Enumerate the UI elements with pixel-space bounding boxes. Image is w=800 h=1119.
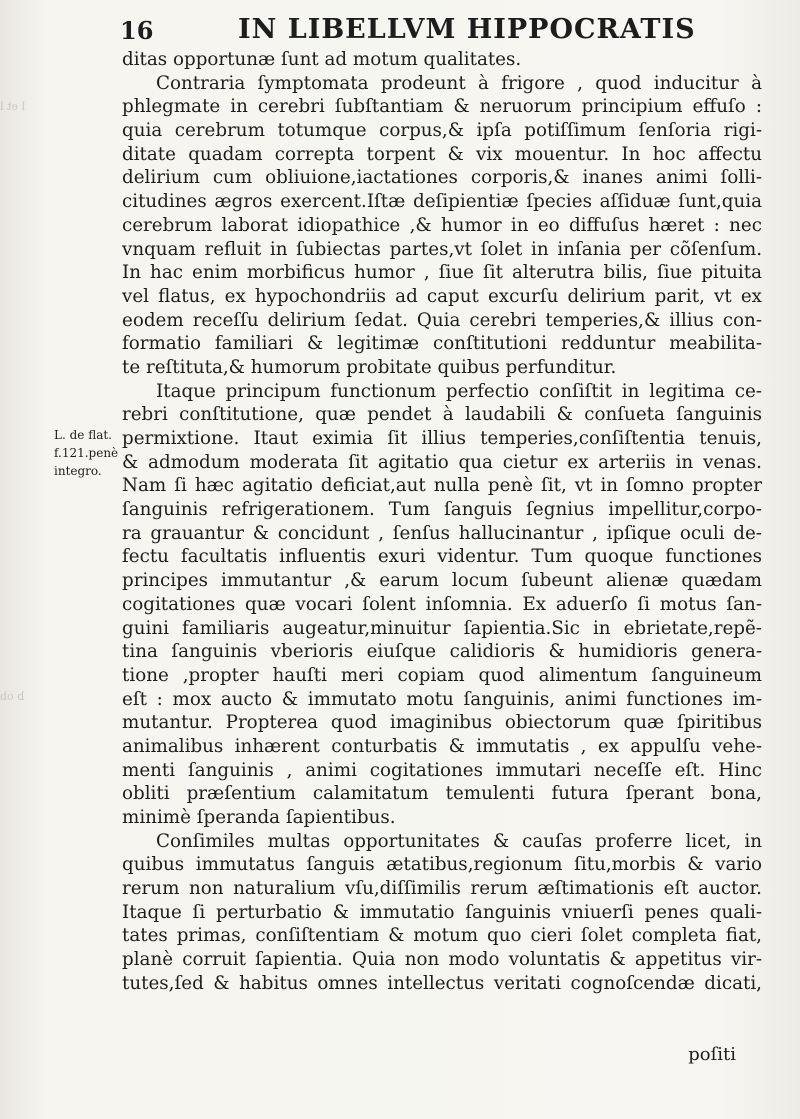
text-line: obliti præſentium calamitatum temulenti futura ſperant bona, [122, 783, 762, 805]
text-line: Nam ſi hæc agitatio deficiat,aut nulla penè ſit, vt in ſomno propter [122, 475, 762, 497]
text-line: tione ,propter hauſti meri copiam quod alimentum ſanguineum [122, 664, 762, 686]
text-line: ditas opportunæ ſunt ad motum qualitates. [122, 49, 522, 70]
text-line: ditate quadam correpta torpent & vix mouentur. In hoc affectu [122, 143, 762, 165]
text-line: Itaque ſi perturbatio & immutatio ſanguinis vniuerſi penes quali- [122, 901, 762, 923]
text-line: Contraria ſymptomata prodeunt à frigore , quod inducitur à [156, 72, 762, 94]
text-line: tates primas, conſiſtentiam & motum quo cieri ſolet completa fiat, [122, 925, 762, 947]
text-line: mutantur. Propterea quod imaginibus obiectorum quæ ſpiritibus [122, 712, 762, 734]
text-line: delirium cum obliuione,iactationes corporis,& inanes animi ſolli- [122, 167, 762, 189]
text-line: phlegmate in cerebri ſubſtantiam & neruorum principium effuſo : [122, 96, 762, 118]
text-line: rebri conſtitutione, quæ pendet à laudabili & conſueta ſanguinis [122, 404, 762, 426]
text-line: In hac enim morbificus humor , ſiue ſit alterutra bilis, ſiue pituita [122, 262, 762, 284]
marginal-citation [54, 426, 124, 480]
text-line: eodem receſſu delirium ſedat. Quia cerebri temperies,& illius con- [122, 309, 762, 331]
marginal-citation-line: integro. [54, 464, 102, 478]
text-line: tutes,ſed & habitus omnes intellectus veritati cognoſcendæ dicati, [122, 972, 762, 994]
text-line: vel flatus, ex hypochondriis ad caput excurſu delirium parit, vt ex [122, 285, 762, 307]
marginal-citation-line: L. de flat. [54, 428, 112, 442]
catchword: poſiti [688, 1044, 736, 1065]
text-line: minimè ſperanda ſapientibus. [122, 807, 396, 828]
text-line: tina ſanguinis vberioris eiuſque calidioris & humidioris genera- [122, 641, 762, 663]
text-line: vnquam refluit in ſubiectas partes,vt ſolet in inſania per cõſenſum. [122, 238, 762, 260]
text-line: permixtione. Itaut eximia ſit illius temperies,conſiſtentia tenuis, [122, 428, 762, 449]
marginal-citation-line: f.121.penè [54, 446, 119, 460]
text-line: menti ſanguinis , animi cogitationes immutari neceſſe eſt. Hinc [122, 759, 762, 781]
text-line: cogitationes quæ vocari ſolent inſomnia. Ex aduerſo ſi motus ſan- [122, 593, 762, 615]
text-line: te reſtituta,& humorum probitate quibus perfunditur. [122, 356, 617, 378]
show-through-text: b ob [0, 690, 25, 703]
text-line: principes immutantur ,& earum locum ſubeunt alienæ quædam [122, 570, 762, 592]
text-line: citudines ægros exercent.Iſtæ deſipientiæ ſpecies aſſiduæ ſunt,quia [122, 191, 762, 213]
text-line: cerebrum laborat idiopathice ,& humor in eo diffuſus hæret : nec [122, 214, 762, 236]
text-line: quia cerebrum totumque corpus,& ipſa potiſſimum ſenſoria rigi- [122, 120, 762, 142]
text-line: planè corruit ſapientia. Quia non modo voluntatis & appetitus vir- [122, 949, 762, 971]
text-line: fectu facultatis influentis exuri videntur. Tum quoque functiones [122, 546, 762, 568]
text-line: eſt : mox aucto & immutato motu ſanguinis, animi functiones im- [122, 688, 762, 710]
text-line: animalibus inhærent conturbatis & immutatis , ex appulſu vehe- [122, 735, 762, 757]
text-line: formatio familiari & legitimæ conſtitutioni redduntur meabilita- [122, 333, 762, 355]
text-line: ſanguinis refrigerationem. Tum ſanguis ſegnius impellitur,corpo- [122, 499, 762, 521]
text-line: Conſimiles multas opportunitates & cauſas proferre licet, in [156, 830, 762, 852]
page-number: 16 [120, 16, 154, 45]
text-line: ra grauantur & concidunt , ſenſus hallucinantur , ipſique oculi de- [122, 522, 762, 544]
body-text [122, 48, 762, 996]
text-line: guini familiaris augeatur,minuitur ſapientia.Sic in ebrietate,repẽ- [122, 617, 762, 639]
running-title: IN LIBELLVM HIPPOCRATIS [238, 14, 696, 45]
text-line: Itaque principum functionum perfectio conſiſtit in legitima ce- [156, 380, 762, 402]
text-line: quibus immutatus ſanguis ætatibus,regionum ſitu,morbis & vario [122, 854, 762, 876]
text-line: rerum non naturalium vſu,diſſimilis rerum æſtimationis eſt auctor. [122, 878, 762, 900]
show-through-text: l et l [0, 100, 25, 113]
text-line: & admodum moderata ſit agitatio qua cietur ex arteriis in venas. [122, 451, 762, 473]
